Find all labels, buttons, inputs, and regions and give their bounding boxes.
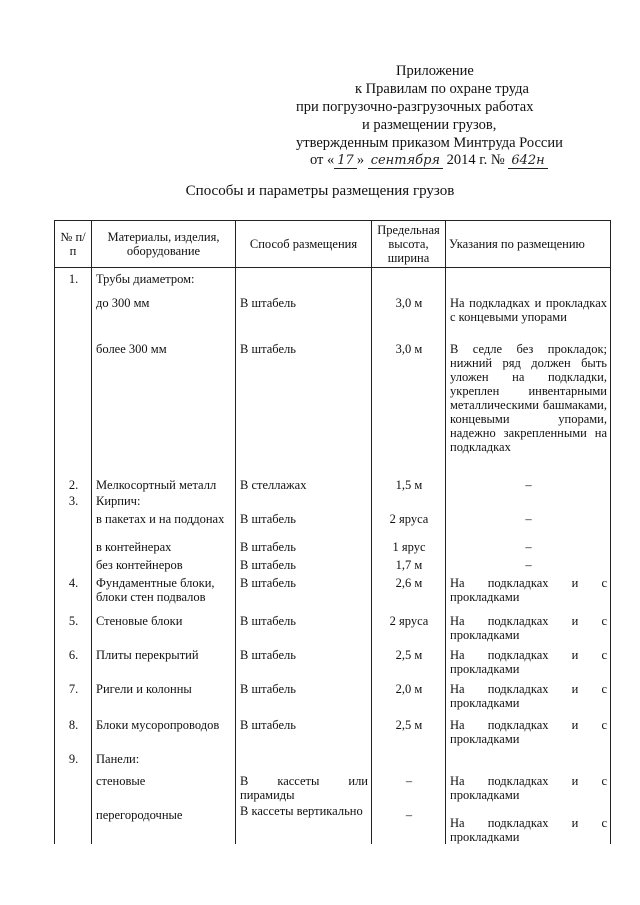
row-limit: 3,0 м xyxy=(372,338,446,478)
row-limit: 2 яруса xyxy=(372,612,446,648)
row-instructions: На подкладках и с прокладками xyxy=(446,648,611,682)
row-material: Фундаментные блоки, блоки стен подвалов xyxy=(92,576,236,612)
row-method: В штабель xyxy=(236,648,372,682)
table-row xyxy=(55,804,611,844)
row-material: Трубы диаметром: xyxy=(92,268,236,290)
row-limit: 2,0 м xyxy=(372,682,446,718)
row-limit: 2,5 м xyxy=(372,648,446,682)
row-num: 5. xyxy=(55,612,92,648)
row-num xyxy=(55,290,92,338)
row-material: Блоки мусоропроводов xyxy=(92,718,236,752)
row-num: 2. xyxy=(55,478,92,494)
row-num: 7. xyxy=(55,682,92,718)
table-row xyxy=(55,558,611,576)
row-num xyxy=(55,540,92,558)
table-row xyxy=(55,576,611,612)
date-year: 2014 г. № xyxy=(446,152,505,168)
row-num: 9. xyxy=(55,752,92,770)
row-instructions: На подкладках и с прокладками xyxy=(446,718,611,752)
row-material: перегородочные xyxy=(92,804,236,844)
row-material: стеновые xyxy=(92,770,236,804)
table-row xyxy=(55,752,611,770)
row-num: 8. xyxy=(55,718,92,752)
row-method: В штабель xyxy=(236,612,372,648)
row-limit: 2,5 м xyxy=(372,718,446,752)
row-material: Ригели и колонны xyxy=(92,682,236,718)
table-row xyxy=(55,512,611,540)
row-instructions: На подкладках и с прокладками xyxy=(446,770,611,804)
row-method: В кассеты вертикально xyxy=(236,804,372,844)
appendix-line-3: и размещении грузов, xyxy=(362,117,497,133)
appendix-title: Приложение xyxy=(396,63,474,79)
row-material: в пакетах и на поддонах xyxy=(92,512,236,540)
date-prefix: от « xyxy=(310,152,335,168)
row-limit: 2,6 м xyxy=(372,576,446,612)
date-day: 17 xyxy=(334,153,357,169)
placement-table xyxy=(54,220,611,844)
row-method: В штабель xyxy=(236,558,372,576)
table-row xyxy=(55,718,611,752)
row-limit: 1,5 м xyxy=(372,478,446,494)
order-number: 642н xyxy=(508,153,547,169)
row-instructions xyxy=(446,494,611,512)
row-num: 4. xyxy=(55,576,92,612)
row-method xyxy=(236,752,372,770)
row-material: Кирпич: xyxy=(92,494,236,512)
table-row xyxy=(55,494,611,512)
table-header-row xyxy=(55,221,611,268)
appendix-date-line xyxy=(310,151,548,170)
row-material: в контейнерах xyxy=(92,540,236,558)
table-row xyxy=(55,290,611,338)
row-material: Стеновые блоки xyxy=(92,612,236,648)
date-mid: » xyxy=(356,152,365,168)
date-month: сентября xyxy=(368,153,443,169)
header-instructions: Указания по размещению xyxy=(446,221,611,268)
table-row xyxy=(55,478,611,494)
row-material: без контейнеров xyxy=(92,558,236,576)
appendix-line-4: утвержденным приказом Минтруда России xyxy=(296,135,563,151)
row-instructions xyxy=(446,752,611,770)
row-num xyxy=(55,338,92,478)
row-instructions: – xyxy=(446,478,611,494)
row-material: Мелкосортный металл xyxy=(92,478,236,494)
row-method: В штабель xyxy=(236,682,372,718)
header-limit: Предельная высота, ширина xyxy=(372,221,446,268)
header-num: № п/п xyxy=(55,221,92,268)
row-num xyxy=(55,804,92,844)
document-title: Способы и параметры размещения грузов xyxy=(185,183,455,199)
row-num: 6. xyxy=(55,648,92,682)
row-num xyxy=(55,558,92,576)
row-instructions: – xyxy=(446,512,611,540)
row-material: Плиты перекрытий xyxy=(92,648,236,682)
table-row xyxy=(55,612,611,648)
row-instructions: На подкладках и прокладках с концевыми упорами xyxy=(446,290,611,338)
row-method: В штабель xyxy=(236,512,372,540)
table-row xyxy=(55,268,611,290)
row-instructions: На подкладках и с прокладками xyxy=(446,682,611,718)
row-instructions: – xyxy=(446,540,611,558)
row-limit: – xyxy=(372,804,446,844)
appendix-line-1: к Правилам по охране труда xyxy=(355,81,529,97)
table-row xyxy=(55,682,611,718)
table-row xyxy=(55,338,611,478)
row-limit: 1,7 м xyxy=(372,558,446,576)
row-method xyxy=(236,268,372,290)
table-row xyxy=(55,648,611,682)
header-material: Материалы, изделия, оборудование xyxy=(92,221,236,268)
table-row xyxy=(55,770,611,804)
row-limit: 1 ярус xyxy=(372,540,446,558)
row-method: В штабель xyxy=(236,338,372,478)
row-method xyxy=(236,494,372,512)
row-limit: – xyxy=(372,770,446,804)
row-method: В стеллажах xyxy=(236,478,372,494)
row-method: В кассеты или пирамиды xyxy=(236,770,372,804)
row-limit xyxy=(372,752,446,770)
row-method: В штабель xyxy=(236,718,372,752)
header-method: Способ размещения xyxy=(236,221,372,268)
row-limit: 2 яруса xyxy=(372,512,446,540)
row-limit: 3,0 м xyxy=(372,290,446,338)
appendix-line-2: при погрузочно-разгрузочных работах xyxy=(296,99,534,115)
row-instructions: На подкладках и с прокладками xyxy=(446,612,611,648)
row-instructions: – xyxy=(446,558,611,576)
row-instructions: На подкладках и с прокладками xyxy=(446,576,611,612)
row-limit xyxy=(372,494,446,512)
row-method: В штабель xyxy=(236,290,372,338)
row-instructions: На подкладках и с прокладками xyxy=(446,804,611,844)
row-num xyxy=(55,770,92,804)
row-material: более 300 мм xyxy=(92,338,236,478)
row-instructions: В седле без прокладок; нижний ряд должен быть уложен на подкладки, укреплен инвентарными металлическими башмаками, концевыми упорами, надежно закрепленными на подкладках xyxy=(446,338,611,478)
row-method: В штабель xyxy=(236,576,372,612)
row-num xyxy=(55,512,92,540)
table-row xyxy=(55,540,611,558)
row-num: 1. xyxy=(55,268,92,290)
row-method: В штабель xyxy=(236,540,372,558)
row-instructions xyxy=(446,268,611,290)
row-limit xyxy=(372,268,446,290)
row-material: Панели: xyxy=(92,752,236,770)
row-num: 3. xyxy=(55,494,92,512)
row-material: до 300 мм xyxy=(92,290,236,338)
